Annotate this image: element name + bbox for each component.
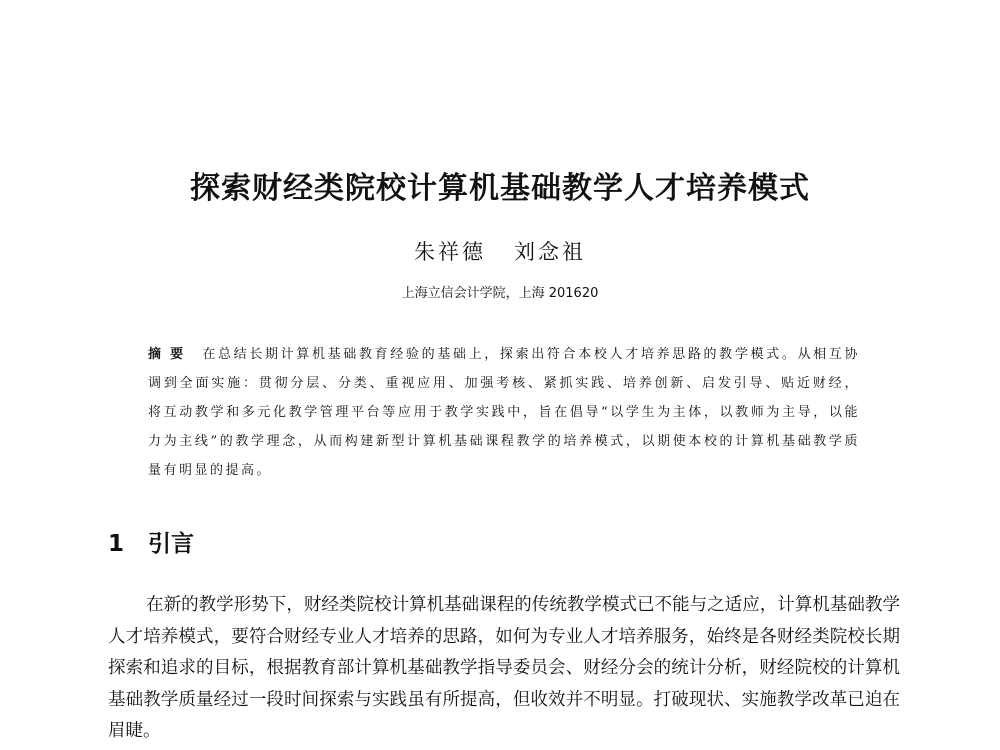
author-name: 朱祥德 xyxy=(414,240,486,264)
author-name: 刘念祖 xyxy=(514,240,586,264)
body-paragraph-text: 在新的教学形势下，财经类院校计算机基础课程的传统教学模式已不能与之适应，计算机基础教学人才培养模式，要符合财经专业人才培养的思路，如何为专业人才培养服务，始终是各财经类院校长期探索和追求的目标，根据教育部计算机基础教学指导委员会、财经分会的统计分析，财经院校的计算机基础教学质量经过一段时间探索与实践虽有所提高，但收效并不明显。打破现状、实施教学改革已迫在眉睫。 xyxy=(108,595,900,741)
affiliation: 上海立信会计学院，上海 201620 xyxy=(401,286,599,301)
author-list xyxy=(0,236,1000,266)
abstract-text: 在总结长期计算机基础教育经验的基础上，探索出符合本校人才培养思路的教学模式。从相互协调到全面实施：贯彻分层、分类、重视应用、加强考核、紧抓实践、培养创新、启发引导、贴近财经，将互动教学和多元化教学管理平台等应用于教学实践中，旨在倡导“以学生为主体，以教师为主导，以能力为主线”的教学理念，从而构建新型计算机基础课程教学的培养模式，以期使本校的计算机基础教学质量有明显的提高。 xyxy=(148,347,860,478)
abstract-label: 摘要 xyxy=(148,347,193,362)
abstract xyxy=(148,340,860,485)
section-number: 1 xyxy=(108,531,125,557)
paper-title: 探索财经类院校计算机基础教学人才培养模式 xyxy=(190,171,810,206)
body-paragraph xyxy=(108,590,900,748)
section-heading xyxy=(108,525,194,558)
section-title: 引言 xyxy=(148,531,194,557)
